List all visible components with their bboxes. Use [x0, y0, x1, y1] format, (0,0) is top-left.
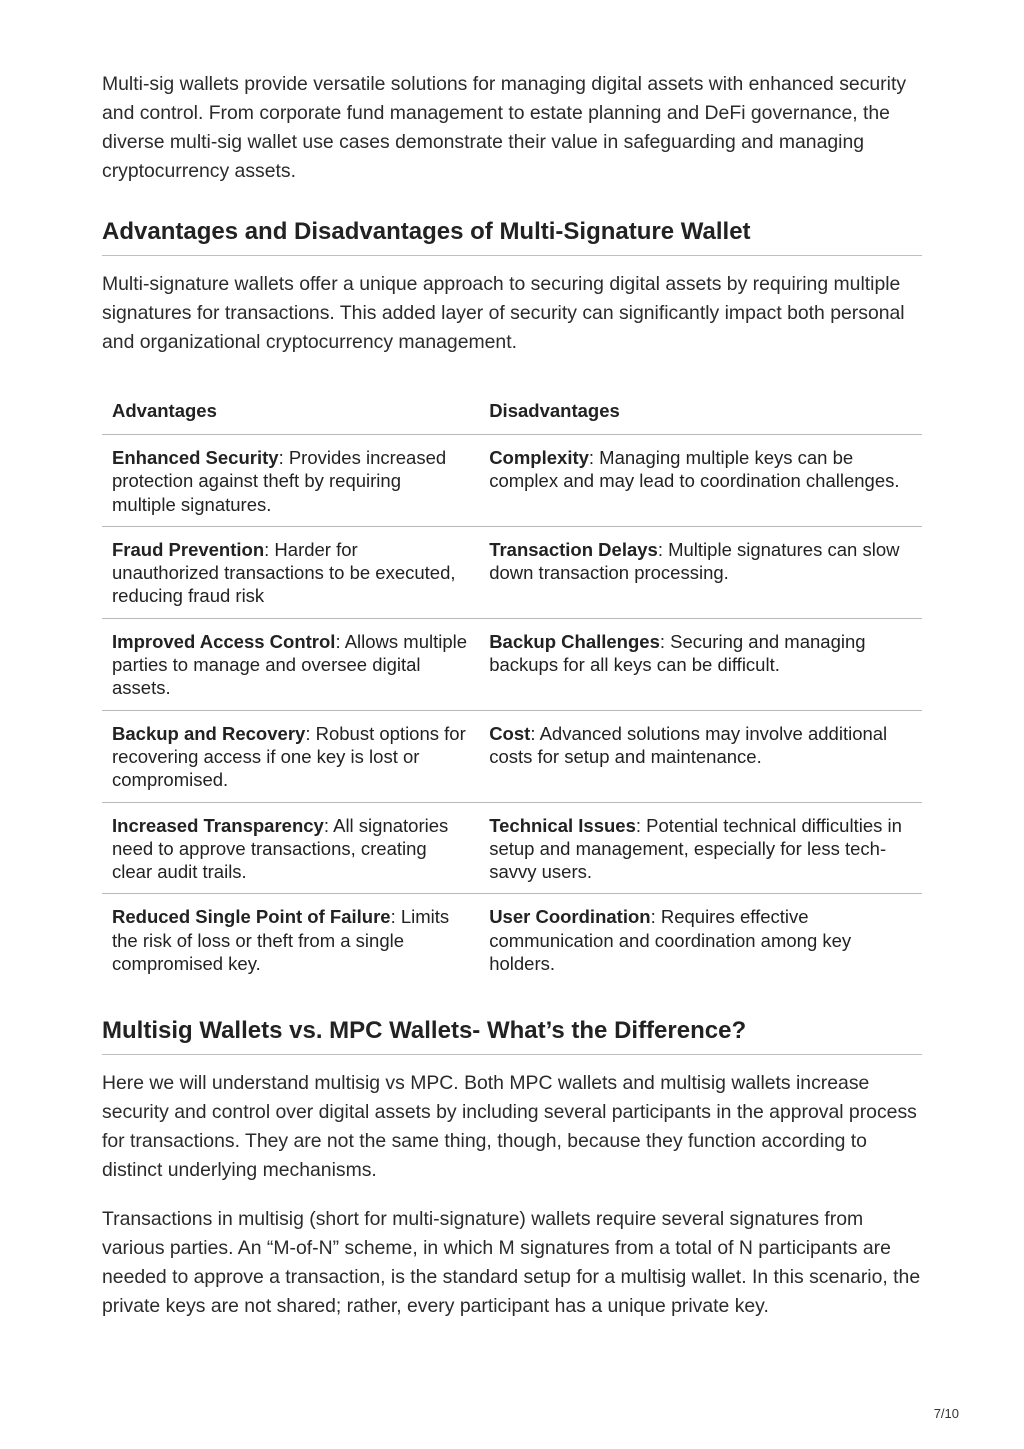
table-row: [102, 618, 922, 710]
column-header-disadvantages: Disadvantages: [479, 386, 922, 435]
disadvantage-text: : Potential technical difficulties in setup and management, especially for less tech-savvy users.: [489, 814, 902, 883]
advantage-term: Backup and Recovery: [112, 722, 306, 744]
advantage-cell: [102, 894, 479, 985]
disadvantage-term: Technical Issues: [489, 814, 636, 836]
advantage-text: : Provides increased protection against theft by requiring multiple signatures.: [112, 447, 447, 515]
advantage-term: Enhanced Security: [112, 447, 279, 468]
table-header-row: [102, 386, 922, 435]
disadvantage-cell: [479, 526, 922, 618]
intro-paragraph: Multi-sig wallets provide versatile solutions for managing digital assets with enhanced security and control. From corporate fund management to estate planning and DeFi governance, the diverse multi-sig wallet use cases demonstrate their value in safeguarding and managing cryptocurrency assets.: [102, 73, 907, 182]
advantage-text: : Limits the risk of loss or theft from a single compromised key.: [112, 906, 450, 975]
disadvantage-text: : Managing multiple keys can be complex and may lead to coordination challenges.: [489, 447, 900, 492]
advantage-cell: [102, 526, 479, 618]
advantage-cell: [102, 435, 479, 527]
advantage-term: Improved Access Control: [112, 630, 336, 652]
advantage-cell: [102, 710, 479, 802]
disadvantage-cell: [479, 802, 922, 894]
disadvantage-text: : Securing and managing backups for all keys can be difficult.: [489, 630, 866, 676]
advantage-text: : Robust options for recovering access if one key is lost or compromised.: [112, 722, 466, 791]
column-header-advantages: Advantages: [102, 386, 479, 435]
section-heading-multisig-vs-mpc: Multisig Wallets vs. MPC Wallets- What’s the Difference?: [102, 1016, 922, 1055]
section2-paragraph-1: Here we will understand multisig vs MPC. Both MPC wallets and multisig wallets increase security and control over digital assets by including several participants in the approval process for transactions. They are not the same thing, though, because they function according to distinct underlying mechanisms.: [102, 1072, 917, 1182]
disadvantage-cell: [479, 618, 922, 710]
advantage-term: Increased Transparency: [112, 814, 324, 836]
table-row: [102, 710, 922, 802]
disadvantage-term: User Coordination: [489, 906, 651, 928]
disadvantage-text: : Advanced solutions may involve additional costs for setup and maintenance.: [489, 722, 888, 767]
section1-paragraph: Multi-signature wallets offer a unique approach to securing digital assets by requiring multiple signatures for transactions. This added layer of security can significantly impact both personal and organizational cryptocurrency management.: [102, 273, 905, 353]
disadvantage-cell: [479, 435, 922, 527]
disadvantage-cell: [479, 894, 922, 985]
advantage-text: : Allows multiple parties to manage and oversee digital assets.: [112, 630, 468, 699]
page-number: 7/10: [933, 1406, 959, 1421]
advantage-term: Fraud Prevention: [112, 538, 265, 560]
advantages-disadvantages-table: [102, 386, 922, 985]
section-heading-advantages: Advantages and Disadvantages of Multi-Signature Wallet: [102, 217, 922, 256]
article-content: [102, 70, 922, 1321]
disadvantage-text: : Multiple signatures can slow down transaction processing.: [489, 538, 900, 584]
disadvantage-term: Backup Challenges: [489, 630, 660, 652]
disadvantage-text: : Requires effective communication and coordination among key holders.: [489, 906, 852, 975]
advantage-text: : All signatories need to approve transactions, creating clear audit trails.: [112, 814, 449, 883]
section2-paragraph-2: Transactions in multisig (short for multi-signature) wallets require several signatures from various parties. An “M-of-N” scheme, in which M signatures from a total of N participants are needed to approve a transaction, is the standard setup for a multisig wallet. In this scenario, the private keys are not shared; rather, every participant has a unique private key.: [102, 1208, 921, 1318]
disadvantage-cell: [479, 710, 922, 802]
table-row: [102, 894, 922, 985]
disadvantage-term: Transaction Delays: [489, 538, 658, 560]
table-row: [102, 802, 922, 894]
disadvantage-term: Cost: [489, 722, 531, 744]
advantage-cell: [102, 618, 479, 710]
advantage-text: : Harder for unauthorized transactions to be executed, reducing fraud risk: [112, 538, 456, 607]
advantage-cell: [102, 802, 479, 894]
table-row: [102, 526, 922, 618]
disadvantage-term: Complexity: [489, 447, 589, 468]
table-row: [102, 435, 922, 527]
advantage-term: Reduced Single Point of Failure: [112, 906, 391, 928]
